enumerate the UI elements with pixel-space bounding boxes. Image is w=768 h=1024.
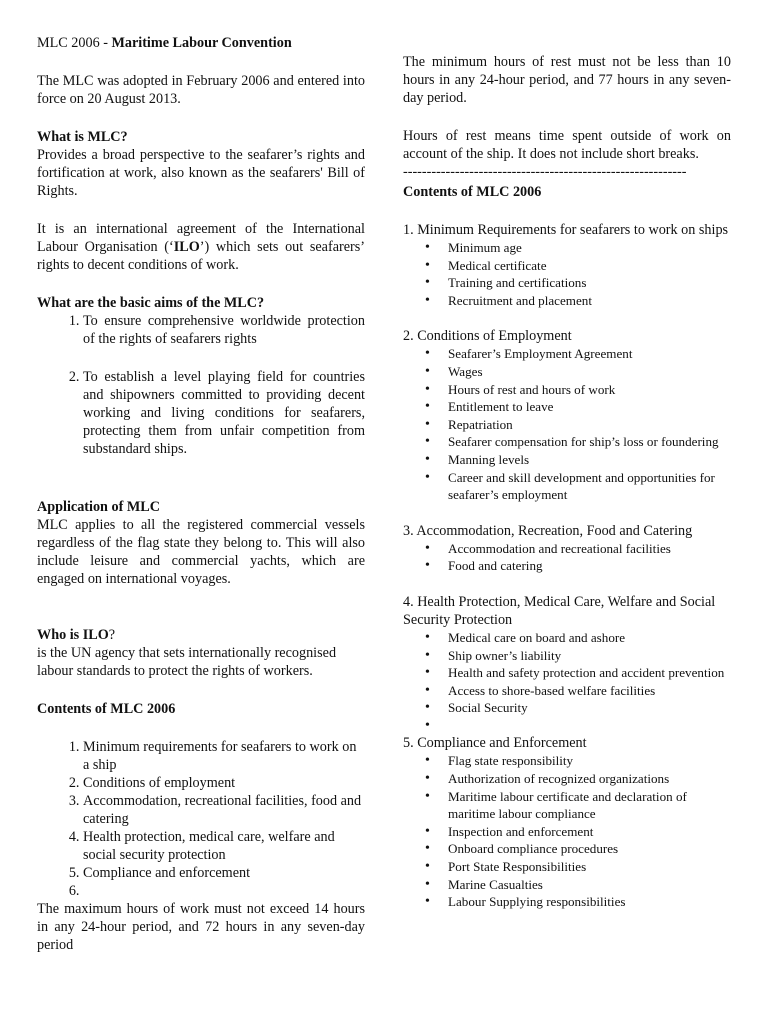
application-text: MLC applies to all the registered commercial vessels regardless of the flag state they belong to. This will also include leisure and commercial yachts, which are engaged on international voyages.: [37, 517, 365, 587]
section-items: [448, 345, 731, 503]
bullet-item: • Authorization of recognized organizations: [448, 770, 731, 788]
min-rest-paragraph: The minimum hours of rest must not be less than 10 hours in any 24-hour period, and 77 hours in any seven-day period.: [403, 54, 731, 106]
section-title: 5. Compliance and Enforcement: [403, 735, 587, 752]
aims-list: [37, 312, 365, 458]
contents-heading-right: Contents of MLC 2006: [403, 184, 542, 200]
what-heading: What is MLC?: [37, 129, 128, 145]
bullet-item: [448, 717, 731, 735]
contents-item: 2. Conditions of employment: [83, 774, 365, 792]
bullet-item: • Career and skill development and opportunities for seafarer’s employment: [448, 469, 731, 504]
section-5: [403, 734, 731, 910]
bullet-item: • Inspection and enforcement: [448, 823, 731, 841]
bullet-item: • Manning levels: [448, 451, 731, 469]
bullet-item: • Food and catering: [448, 557, 731, 575]
contents-item: 3. Accommodation, recreational facilities, food and catering: [83, 792, 365, 828]
rest-definition: Hours of rest means time spent outside of work on account of the ship. It does not include short breaks.: [403, 128, 731, 162]
bullet-item: • Repatriation: [448, 416, 731, 434]
section-items: [448, 239, 731, 309]
bullet-item: • Training and certifications: [448, 274, 731, 292]
contents-item: 4. Health protection, medical care, welfare and social security protection: [83, 828, 365, 864]
section-items: [448, 540, 731, 575]
contents-item: [83, 882, 365, 900]
bullet-item: • Seafarer compensation for ship’s loss or foundering: [448, 433, 731, 451]
bullet-item: • Entitlement to leave: [448, 398, 731, 416]
bullet-item: • Recruitment and placement: [448, 292, 731, 310]
who-text: is the UN agency that sets internationally recognised labour standards to protect the rights of workers.: [37, 645, 337, 679]
aims-heading: What are the basic aims of the MLC?: [37, 295, 265, 311]
bullet-item: • Hours of rest and hours of work: [448, 381, 731, 399]
bullet-item: • Ship owner’s liability: [448, 647, 731, 665]
contents-heading-left: Contents of MLC 2006: [37, 701, 176, 717]
contents-list-left: [37, 738, 365, 900]
bullet-item: • Medical care on board and ashore: [448, 629, 731, 647]
what-text: Provides a broad perspective to the seafarer’s rights and fortification at work, also known as the seafarers' Bill of Rights.: [37, 147, 365, 199]
bullet-item: • Health and safety protection and accident prevention: [448, 664, 731, 682]
section-title: 4. Health Protection, Medical Care, Welfare and Social Security Protection: [403, 593, 716, 628]
left-column: [37, 34, 365, 954]
bullet-item: • Social Security: [448, 699, 731, 717]
bullet-item: • Marine Casualties: [448, 876, 731, 894]
bullet-item: • Flag state responsibility: [448, 752, 731, 770]
right-column: [403, 53, 731, 911]
section-items: [448, 629, 731, 735]
ilo-paragraph: It is an international agreement of the International Labour Organisation (‘ILO’) which sets out seafarers’ rights to decent conditions of work.: [37, 221, 365, 273]
section-items: [448, 752, 731, 910]
bullet-item: • Labour Supplying responsibilities: [448, 893, 731, 911]
aims-item: 2. To establish a level playing field for countries and shipowners committed to providing decent working and living conditions for seafarers, protecting them from unfair competition from substandard ships.: [83, 368, 365, 458]
bullet-item: • Access to shore-based welfare facilities: [448, 682, 731, 700]
who-heading: Who is ILO?: [37, 627, 116, 643]
section-title: 3. Accommodation, Recreation, Food and Catering: [403, 522, 693, 539]
divider-line: ------------------------------------------------------------: [403, 164, 687, 180]
bullet-item: • Port State Responsibilities: [448, 858, 731, 876]
contents-item: 5. Compliance and enforcement: [83, 864, 365, 882]
bullet-item: • Onboard compliance procedures: [448, 840, 731, 858]
bullet-item: • Wages: [448, 363, 731, 381]
application-heading: Application of MLC: [37, 499, 160, 515]
document-title: [37, 34, 365, 52]
bullet-item: • Maritime labour certificate and declaration of maritime labour compliance: [448, 788, 731, 823]
max-hours-paragraph: The maximum hours of work must not exceed 14 hours in any 24-hour period, and 72 hours in any seven-day period: [37, 901, 365, 953]
section-1: [403, 221, 731, 309]
title-bold: Maritime Labour Convention: [111, 35, 292, 51]
bullet-item: • Minimum age: [448, 239, 731, 257]
bullet-item: • Accommodation and recreational facilities: [448, 540, 731, 558]
section-3: [403, 522, 731, 575]
aims-item: 1. To ensure comprehensive worldwide protection of the rights of seafarers rights: [83, 312, 365, 348]
section-title: 2. Conditions of Employment: [403, 328, 572, 345]
bullet-item: • Seafarer’s Employment Agreement: [448, 345, 731, 363]
section-title: 1. Minimum Requirements for seafarers to work on ships: [403, 222, 729, 238]
title-prefix: MLC 2006 -: [37, 35, 112, 51]
section-2: [403, 327, 731, 503]
intro-paragraph: The MLC was adopted in February 2006 and entered into force on 20 August 2013.: [37, 73, 365, 107]
bullet-item: • Medical certificate: [448, 257, 731, 275]
contents-item: 1. Minimum requirements for seafarers to work on a ship: [83, 738, 365, 774]
section-4: [403, 593, 731, 735]
